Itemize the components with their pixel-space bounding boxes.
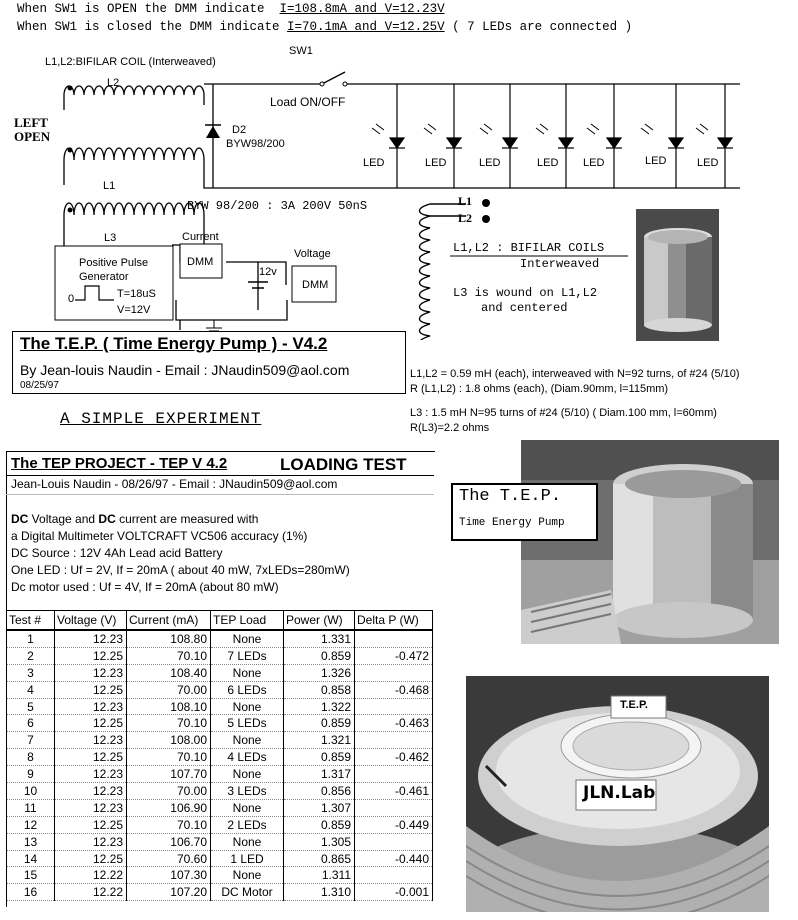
load-label: Load ON/OFF xyxy=(270,95,346,109)
table-cell: 6 LEDs xyxy=(211,681,284,698)
table-cell: None xyxy=(211,732,284,749)
table-row xyxy=(7,783,433,800)
l3-description xyxy=(453,286,597,316)
table-cell: 2 xyxy=(7,647,55,664)
table-cell xyxy=(355,766,433,783)
table-cell: 12.25 xyxy=(55,715,127,732)
table-cell: 13 xyxy=(7,833,55,850)
table-row xyxy=(7,799,433,816)
led-label-6: LED xyxy=(645,155,667,167)
table-cell: 12.22 xyxy=(55,884,127,901)
table-cell: 1.321 xyxy=(284,732,355,749)
table-cell: -0.468 xyxy=(355,681,433,698)
table-row xyxy=(7,715,433,732)
table-cell: 12.25 xyxy=(55,647,127,664)
pulse-gen-line-2: Generator xyxy=(79,271,129,283)
title-date: 08/25/97 xyxy=(20,380,59,391)
title-author: By Jean-louis Naudin - Email : JNaudin509@aol.com xyxy=(20,362,350,378)
bifilar-title: L1,L2 : BIFILAR COILS xyxy=(453,241,605,255)
table-cell: None xyxy=(211,833,284,850)
table-header-row xyxy=(7,611,433,631)
left-open-label xyxy=(14,116,50,144)
dc-text-2: current are measured with xyxy=(115,512,259,526)
l1-label: L1 xyxy=(103,180,116,192)
table-row xyxy=(7,766,433,783)
table-body xyxy=(7,630,433,901)
sw1-label: SW1 xyxy=(289,45,313,57)
table-cell: None xyxy=(211,630,284,647)
table-cell: 108.00 xyxy=(127,732,211,749)
pulse-t: T=18uS xyxy=(117,288,156,300)
table-cell: 7 xyxy=(7,732,55,749)
coil-l1 xyxy=(64,203,204,215)
table-cell: 10 xyxy=(7,783,55,800)
bifilar-sub: Interweaved xyxy=(520,257,600,271)
table-cell: -0.472 xyxy=(355,647,433,664)
table-cell xyxy=(355,630,433,647)
left-open-line-2: OPEN xyxy=(14,129,51,144)
table-cell: None xyxy=(211,698,284,715)
table-cell: None xyxy=(211,766,284,783)
l3-label: L3 xyxy=(104,232,117,244)
battery-label: 12v xyxy=(259,266,277,278)
table-cell: 15 xyxy=(7,867,55,884)
table-cell: 1.317 xyxy=(284,766,355,783)
header-line-2-value: I=70.1mA and V=12.25V xyxy=(287,20,445,34)
tep-heading: The TEP PROJECT - TEP V 4.2 xyxy=(11,455,228,472)
header-line-1-value: I=108.8mA and V=12.23V xyxy=(279,2,445,16)
table-cell xyxy=(355,698,433,715)
table-cell: 1.326 xyxy=(284,664,355,681)
table-row xyxy=(7,833,433,850)
table-cell: 12 xyxy=(7,816,55,833)
coil-label: L1,L2:BIFILAR COIL (Interweaved) xyxy=(45,56,216,68)
led-1 xyxy=(389,84,405,188)
table-cell: 0.859 xyxy=(284,715,355,732)
l2-label: L2 xyxy=(107,77,120,89)
tep-box-title: The T.E.P. xyxy=(459,487,562,506)
table-cell: 1 LED xyxy=(211,850,284,867)
table-cell: 1 xyxy=(7,630,55,647)
spec-line-1: L1,L2 = 0.59 mH (each), interweaved with N=92 turns, of #24 (5/10) xyxy=(410,368,740,380)
table-cell: 0.859 xyxy=(284,816,355,833)
col-test: Test # xyxy=(7,611,55,631)
dmm-current: DMM xyxy=(187,256,214,268)
table-cell: 12.23 xyxy=(55,732,127,749)
table-cell: -0.463 xyxy=(355,715,433,732)
table-cell: -0.001 xyxy=(355,884,433,901)
led-label-1: LED xyxy=(363,157,385,169)
header-line-2-suffix: ( 7 LEDs are connected ) xyxy=(444,20,633,34)
table-cell: 106.70 xyxy=(127,833,211,850)
tep-line-2: DC Source : 12V 4Ah Lead acid Battery xyxy=(11,546,223,560)
coil-l2 xyxy=(64,86,204,95)
table-cell: 70.00 xyxy=(127,681,211,698)
table-row xyxy=(7,884,433,901)
table-cell: 5 xyxy=(7,698,55,715)
table-cell: 12.23 xyxy=(55,630,127,647)
col-load: TEP Load xyxy=(211,611,284,631)
table-cell: None xyxy=(211,664,284,681)
table-row xyxy=(7,698,433,715)
table-cell xyxy=(355,833,433,850)
table-cell xyxy=(355,799,433,816)
current-label: Current xyxy=(182,231,219,243)
table-cell: 2 LEDs xyxy=(211,816,284,833)
col-voltage: Voltage (V) xyxy=(55,611,127,631)
table-cell xyxy=(355,732,433,749)
table-row xyxy=(7,816,433,833)
table-cell: 12.23 xyxy=(55,783,127,800)
table-cell: 4 xyxy=(7,681,55,698)
led-label-5: LED xyxy=(583,157,605,169)
table-cell: -0.462 xyxy=(355,749,433,766)
terminal-l2: L2 xyxy=(458,211,473,225)
table-cell: -0.449 xyxy=(355,816,433,833)
table-cell: 4 LEDs xyxy=(211,749,284,766)
tep-label-box xyxy=(451,483,598,541)
table-cell: 5 LEDs xyxy=(211,715,284,732)
table-cell: 70.60 xyxy=(127,850,211,867)
table-cell: -0.461 xyxy=(355,783,433,800)
table-cell: 12.23 xyxy=(55,833,127,850)
title-box xyxy=(12,331,406,394)
led-4 xyxy=(558,84,574,188)
loading-test-heading: LOADING TEST xyxy=(280,455,407,474)
header-line-2 xyxy=(17,20,632,34)
spec-line-2: R (L1,L2) : 1.8 ohms (each), (Diam.90mm, l=115mm) xyxy=(410,383,669,395)
table-row xyxy=(7,749,433,766)
table-cell xyxy=(355,867,433,884)
d2-label: D2 xyxy=(232,124,247,136)
tep-line-1: a Digital Multimeter VOLTCRAFT VC506 accuracy (1%) xyxy=(11,529,308,543)
table-cell: 12.25 xyxy=(55,681,127,698)
dc-bold-2: DC xyxy=(98,512,116,526)
table-cell: 107.70 xyxy=(127,766,211,783)
pulse-gen-line-1: Positive Pulse xyxy=(79,257,149,269)
table-cell xyxy=(355,664,433,681)
tep-photo xyxy=(521,440,779,644)
table-cell: 12.23 xyxy=(55,799,127,816)
tep-line-4: Dc motor used : Uf = 4V, If = 20mA (about 80 mW) xyxy=(11,580,279,594)
diode-spec: BYW 98/200 : 3A 200V 50nS xyxy=(187,199,368,213)
led-label-4: LED xyxy=(537,157,559,169)
table-cell: 9 xyxy=(7,766,55,783)
page-title: The T.E.P. ( Time Energy Pump ) - V4.2 xyxy=(20,334,328,353)
header-line-1 xyxy=(17,2,445,16)
spec-line-3: L3 : 1.5 mH N=95 turns of #24 (5/10) ( Diam.100 mm, l=60mm) xyxy=(410,407,717,419)
pulse-v: V=12V xyxy=(117,304,151,316)
table-cell: 70.10 xyxy=(127,749,211,766)
d2-part: BYW98/200 xyxy=(226,138,285,150)
voltage-label: Voltage xyxy=(294,248,331,260)
table-cell: 1.310 xyxy=(284,884,355,901)
tep-box-subtitle: Time Energy Pump xyxy=(459,517,565,529)
terminal-l1: L1 xyxy=(458,194,473,208)
table-cell: 1.311 xyxy=(284,867,355,884)
dmm-voltage: DMM xyxy=(302,279,329,291)
table-cell: 3 LEDs xyxy=(211,783,284,800)
table-cell: 0.859 xyxy=(284,749,355,766)
table-row xyxy=(7,681,433,698)
photo-label-jln: JLN.Lab xyxy=(583,783,656,803)
tep-dc-line xyxy=(11,512,258,526)
led-2 xyxy=(446,84,462,188)
table-cell: 108.80 xyxy=(127,630,211,647)
table-cell: 1.307 xyxy=(284,799,355,816)
led-6 xyxy=(668,84,684,188)
table-cell: 12.23 xyxy=(55,766,127,783)
table-row xyxy=(7,867,433,884)
table-row xyxy=(7,664,433,681)
table-cell: 0.859 xyxy=(284,647,355,664)
table-cell: 107.30 xyxy=(127,867,211,884)
table-cell: None xyxy=(211,867,284,884)
pulse-generator-label xyxy=(79,256,148,284)
table-cell: 12.23 xyxy=(55,698,127,715)
table-cell: 1.331 xyxy=(284,630,355,647)
table-cell: 0.858 xyxy=(284,681,355,698)
table-cell: 1.305 xyxy=(284,833,355,850)
led-label-2: LED xyxy=(425,157,447,169)
table-cell: 3 xyxy=(7,664,55,681)
pulse-zero: 0 xyxy=(68,293,75,305)
table-cell: 16 xyxy=(7,884,55,901)
table-row xyxy=(7,647,433,664)
table-cell: 1.322 xyxy=(284,698,355,715)
table-cell: -0.440 xyxy=(355,850,433,867)
table-cell: 11 xyxy=(7,799,55,816)
l3-desc-line-2: and centered xyxy=(481,301,568,315)
tep-author: Jean-Louis Naudin - 08/26/97 - Email : JNaudin509@aol.com xyxy=(11,477,338,491)
led-7 xyxy=(717,84,733,188)
table-cell: 106.90 xyxy=(127,799,211,816)
loading-test-table xyxy=(6,610,433,901)
table-cell: 12.25 xyxy=(55,850,127,867)
tep-line-3: One LED : Uf = 2V, If = 20mA ( about 40 mW, 7xLEDs=280mW) xyxy=(11,563,350,577)
table-cell: 12.25 xyxy=(55,749,127,766)
led-label-7: LED xyxy=(697,157,719,169)
table-cell: 0.865 xyxy=(284,850,355,867)
left-open-line-1: LEFT xyxy=(14,115,48,130)
led-5 xyxy=(606,84,622,188)
table-cell: 70.10 xyxy=(127,816,211,833)
led-3 xyxy=(502,84,518,188)
table-cell: DC Motor xyxy=(211,884,284,901)
table-row xyxy=(7,630,433,647)
table-cell: 0.856 xyxy=(284,783,355,800)
table-cell: 7 LEDs xyxy=(211,647,284,664)
table-cell: 108.40 xyxy=(127,664,211,681)
col-current: Current (mA) xyxy=(127,611,211,631)
table-row xyxy=(7,850,433,867)
dc-text-1: Voltage and xyxy=(28,512,99,526)
table-cell: 70.00 xyxy=(127,783,211,800)
table-cell: 12.25 xyxy=(55,816,127,833)
coil-photo xyxy=(636,209,719,341)
table-cell: 12.22 xyxy=(55,867,127,884)
table-cell: 107.20 xyxy=(127,884,211,901)
table-cell: 12.23 xyxy=(55,664,127,681)
l3-desc-line-1: L3 is wound on L1,L2 xyxy=(453,286,598,300)
table-cell: 70.10 xyxy=(127,647,211,664)
table-cell: 108.10 xyxy=(127,698,211,715)
header-line-1-prefix: When SW1 is OPEN the DMM indicate xyxy=(17,2,280,16)
spec-line-4: R(L3)=2.2 ohms xyxy=(410,422,490,434)
table-cell: 14 xyxy=(7,850,55,867)
dc-bold-1: DC xyxy=(11,512,29,526)
experiment-title: A SIMPLE EXPERIMENT xyxy=(60,410,262,428)
header-line-2-prefix: When SW1 is closed the DMM indicate xyxy=(17,20,288,34)
table-cell: None xyxy=(211,799,284,816)
jln-lab-photo xyxy=(466,676,769,912)
table-cell: 6 xyxy=(7,715,55,732)
col-delta: Delta P (W) xyxy=(355,611,433,631)
table-cell: 8 xyxy=(7,749,55,766)
col-power: Power (W) xyxy=(284,611,355,631)
table-cell: 70.10 xyxy=(127,715,211,732)
led-label-3: LED xyxy=(479,157,501,169)
table-row xyxy=(7,732,433,749)
photo-label-tep: T.E.P. xyxy=(620,699,648,711)
